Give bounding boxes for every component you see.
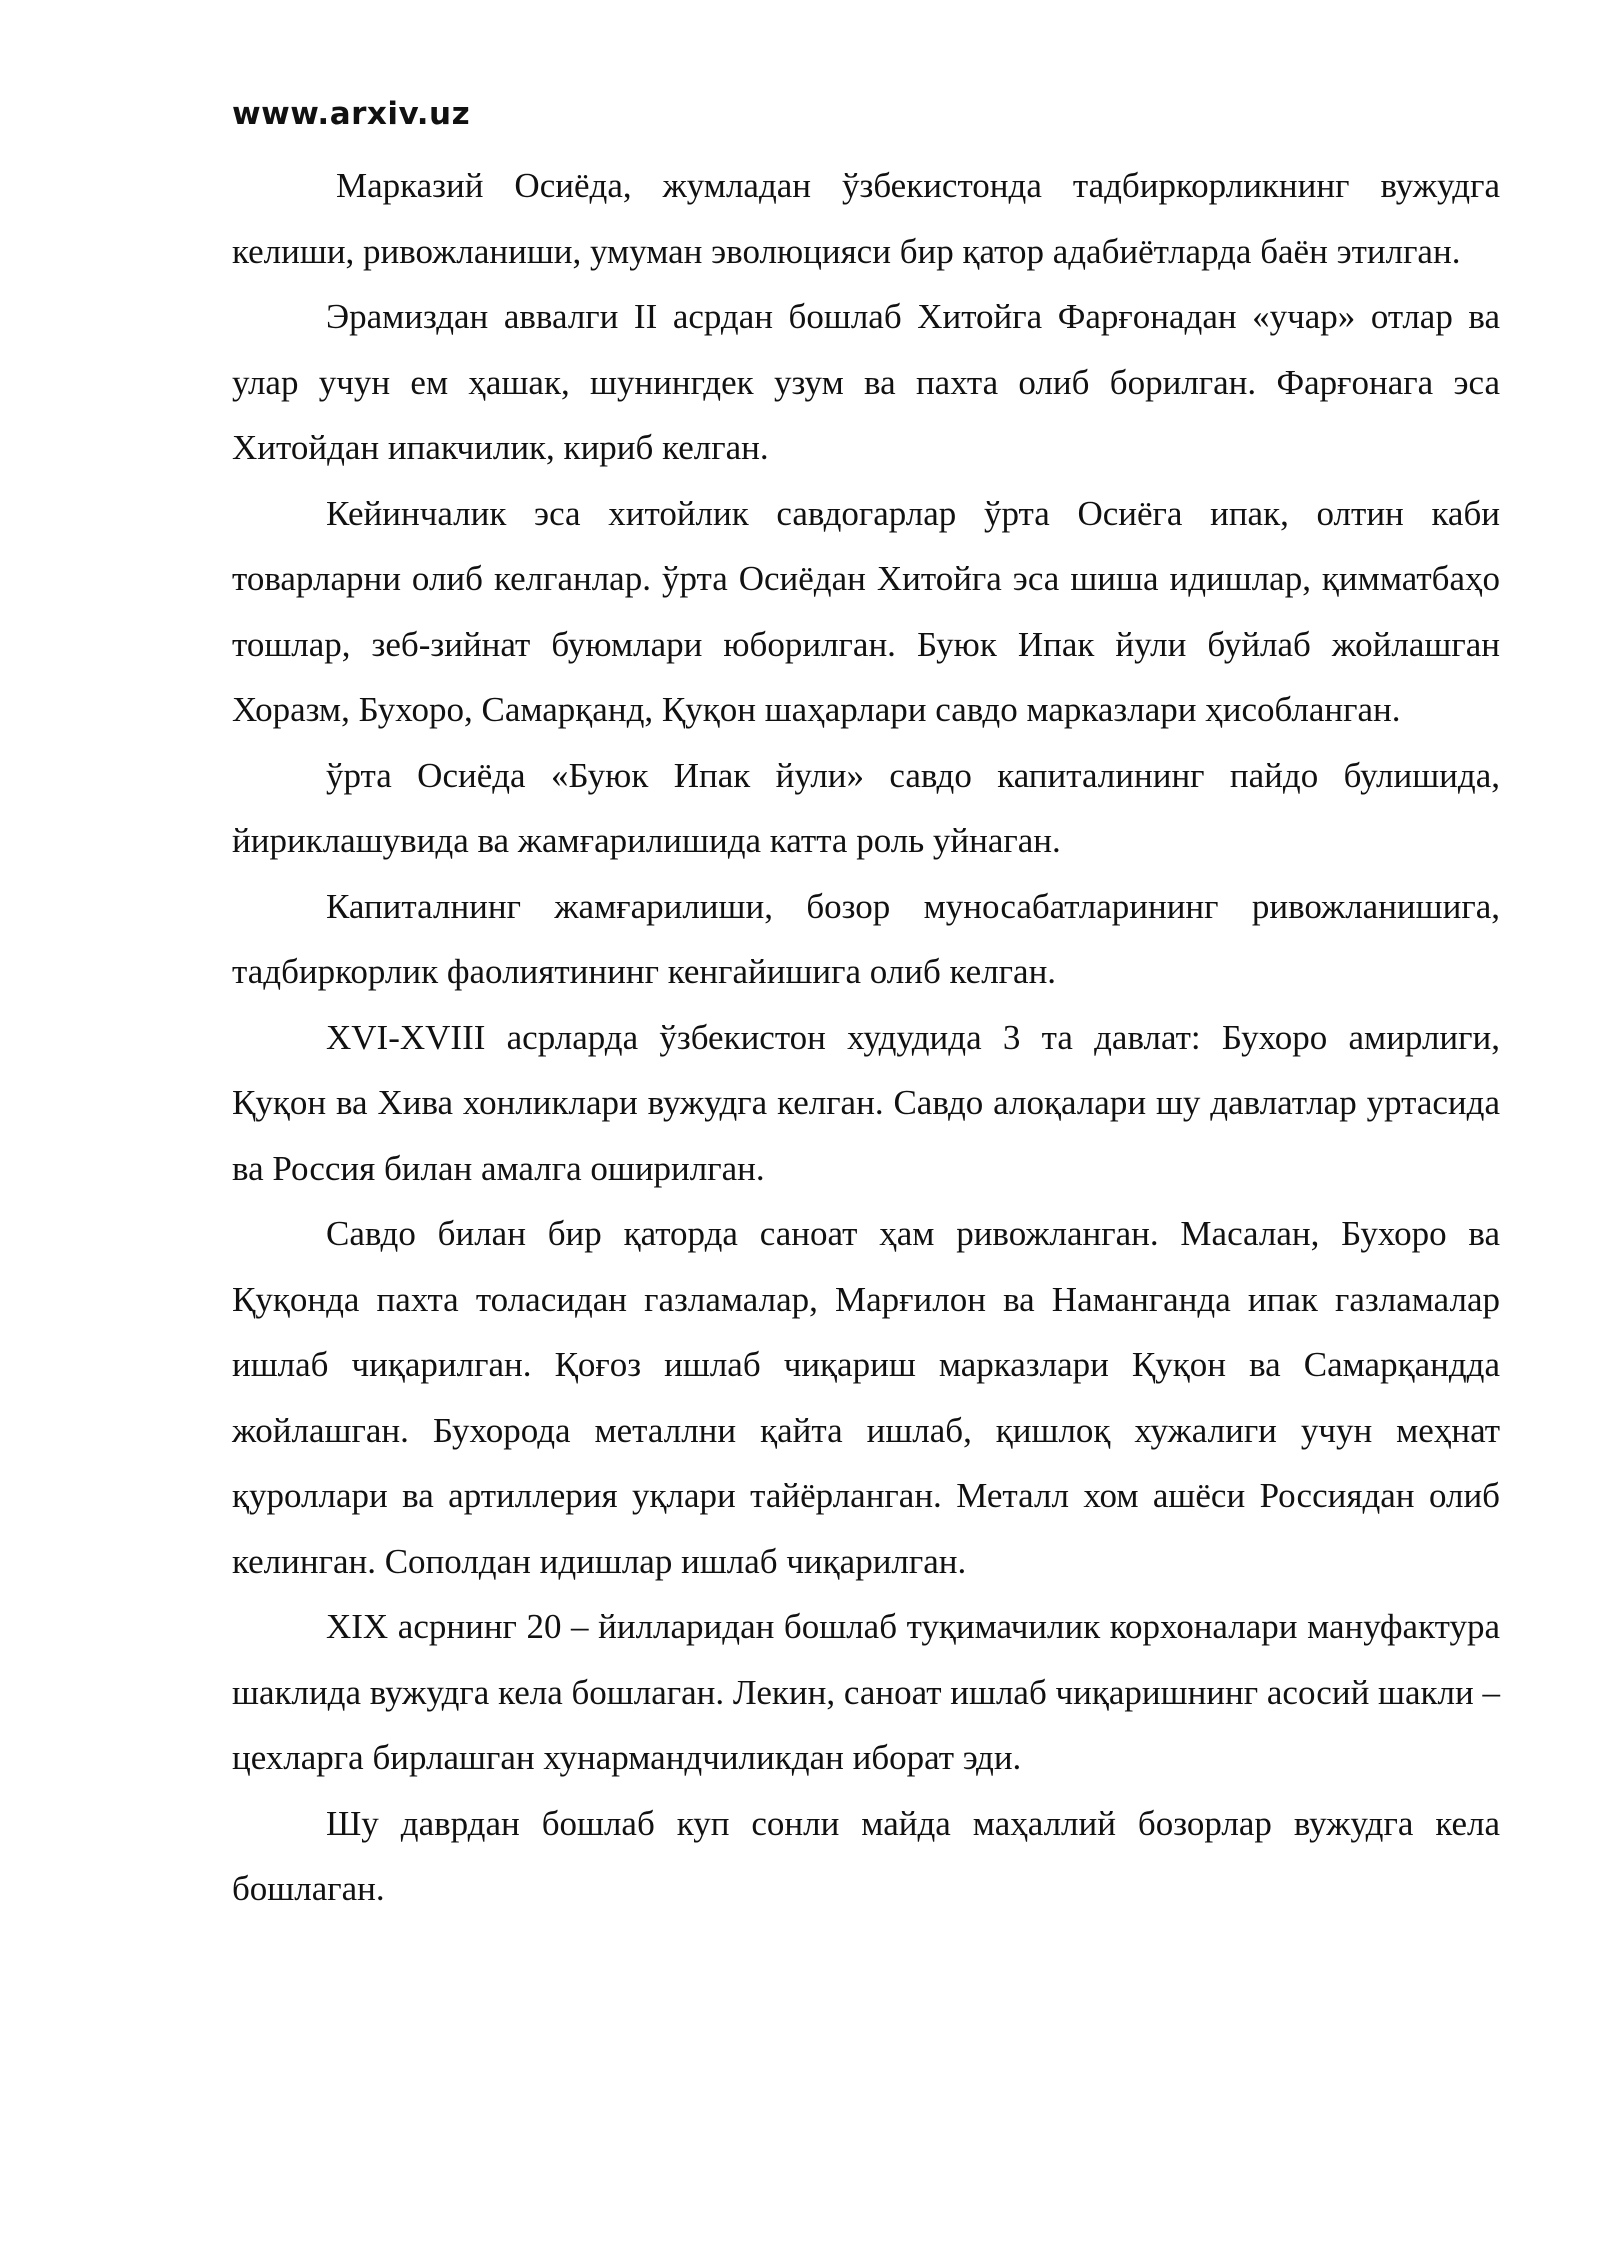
paragraph-6: XVI-XVIII асрларда ўзбекистон худудида 3 та давлат: Бухоро амирлиги, Қуқон ва Хива хонликлари вужудга келган. Савдо алоқалари шу давлатлар уртасида ва Россия билан амалга оширилган. bbox=[232, 1017, 1500, 1188]
paragraph-4: ўрта Осиёда «Буюк Ипак йули» савдо капиталининг пайдо булишида, йириклашувида ва жамғарилишида катта роль уйнаган. bbox=[232, 755, 1500, 860]
document-body bbox=[232, 153, 1500, 1922]
paragraph-8: XIX асрнинг 20 – йилларидан бошлаб туқимачилик корхоналари мануфактура шаклида вужудга кела бошлаган. Лекин, саноат ишлаб чиқаришнинг асосий шакли – цехларга бирлашган хунармандчиликдан иборат эди. bbox=[232, 1607, 1500, 1777]
paragraph-9: Шу даврдан бошлаб куп сонли майда маҳаллий бозорлар вужудга кела бошлаган. bbox=[232, 1803, 1500, 1908]
paragraph-1: Марказий Осиёда, жумладан ўзбекистонда тадбиркорликнинг вужудга келиши, ривожланиши, умуман эволюцияси бир қатор адабиётларда баён этилган. bbox=[232, 166, 1500, 271]
paragraph-3: Кейинчалик эса хитойлик савдогарлар ўрта Осиёга ипак, олтин каби товарларни олиб келганлар. ўрта Осиёдан Хитойга эса шиша идишлар, қимматбаҳо тошлар, зеб-зийнат буюмлари юборилган. Буюк Ипак йули буйлаб жойлашган Хоразм, Бухоро, Самарқанд, Қуқон шаҳарлари савдо марказлари ҳисобланган. bbox=[232, 493, 1500, 729]
paragraph-5: Капиталнинг жамғарилиши, бозор муносабатларининг ривожланишига, тадбиркорлик фаолиятининг кенгайишига олиб келган. bbox=[232, 886, 1500, 991]
paragraph-2: Эрамиздан аввалги II асрдан бошлаб Хитойга Фарғонадан «учар» отлар ва улар учун ем ҳашак, шунингдек узум ва пахта олиб борилган. Фарғонага эса Хитойдан ипакчилик, кириб келган. bbox=[232, 297, 1500, 467]
paragraph-7: Савдо билан бир қаторда саноат ҳам ривожланган. Масалан, Бухоро ва Қуқонда пахта толасидан газламалар, Марғилон ва Наманганда ипак газламалар ишлаб чиқарилган. Қоғоз ишлаб чиқариш марказлари Қуқон ва Самарқандда жойлашган. Бухорода металлни қайта ишлаб, қишлоқ хужалиги учун меҳнат қуроллари ва артиллерия уқлари тайёрланган. Металл хом ашёси Россиядан олиб келинган. Сополдан идишлар ишлаб чиқарилган. bbox=[232, 1214, 1500, 1581]
site-watermark: www.arxiv.uz bbox=[232, 96, 471, 132]
